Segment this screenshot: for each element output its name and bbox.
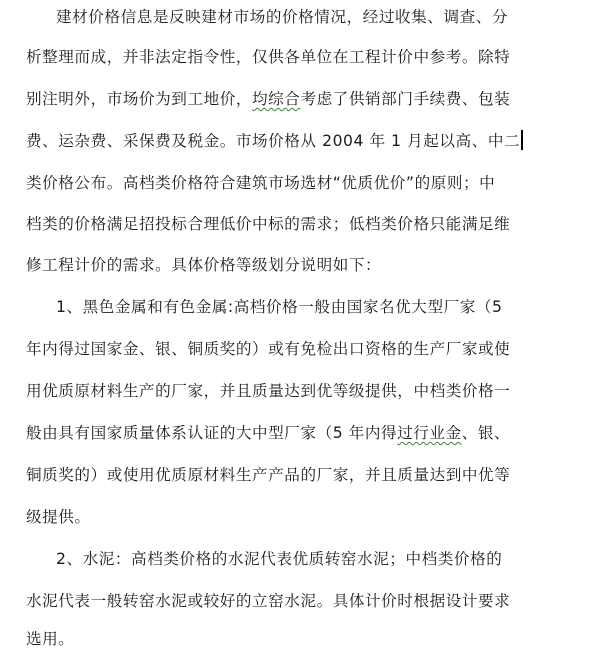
p2-line-5: 铜质奖的）或使用优质原材料生产产品的厂家，并且质量达到中优等 (26, 466, 511, 484)
p2-line-6: 级提供。 (26, 508, 91, 526)
p2-line-4-rest: 、银、 (461, 424, 511, 442)
p1-line-3 (26, 86, 510, 112)
p1-line-5: 类价格公布。高档类价格符合建筑市场选材“优质优价”的原则；中 (26, 174, 496, 192)
spellcheck-underlined-text: 过行业金 (397, 424, 462, 442)
p3-line-3: 选用。 (26, 630, 75, 648)
spellcheck-underlined-text: 均综合 (252, 90, 301, 108)
p2-line-3: 用优质原材料生产的厂家，并且质量达到优等级提供，中档类价格一 (26, 382, 511, 400)
p1-line-4-text: 费、运杂费、采保费及税金。市场价格从 2004 年 1 月起以高、中二 (26, 132, 521, 150)
p2-line-1: 1、黑色金属和有色金属:高档价格一般由国家名优大型厂家（5 (56, 298, 503, 316)
p3-line-2: 水泥代表一般转窑水泥或较好的立窑水泥。具体计价时根据设计要求 (26, 592, 511, 610)
p1-line-4 (26, 128, 523, 154)
p1-line-3-rest: 考虑了供销部门手续费、包装 (300, 90, 511, 108)
text-cursor-caret (521, 130, 523, 150)
p1-line-2: 析整理而成，并非法定指令性，仅供各单位在工程计价中参考。除特 (26, 48, 511, 66)
p1-line-1: 建材价格信息是反映建材市场的价格情况，经过收集、调查、分 (56, 8, 509, 26)
p1-line-7: 修工程计价的需求。具体价格等级划分说明如下： (26, 256, 382, 274)
p2-line-2: 年内得过国家金、银、铜质奖的）或有免检出口资格的生产厂家或使 (26, 340, 511, 358)
p2-line-4-text: 般由具有国家质量体系认证的大中型厂家（5 年内得 (26, 424, 398, 442)
p1-line-6: 档类的价格满足招投标合理低价中标的需求；低档类价格只能满足维 (26, 215, 511, 233)
p3-line-1: 2、水泥：高档类价格的水泥代表优质转窑水泥；中档类价格的 (56, 550, 503, 568)
p1-line-3-text: 别注明外，市场价为到工地价， (26, 90, 253, 108)
p2-line-4 (26, 420, 510, 446)
